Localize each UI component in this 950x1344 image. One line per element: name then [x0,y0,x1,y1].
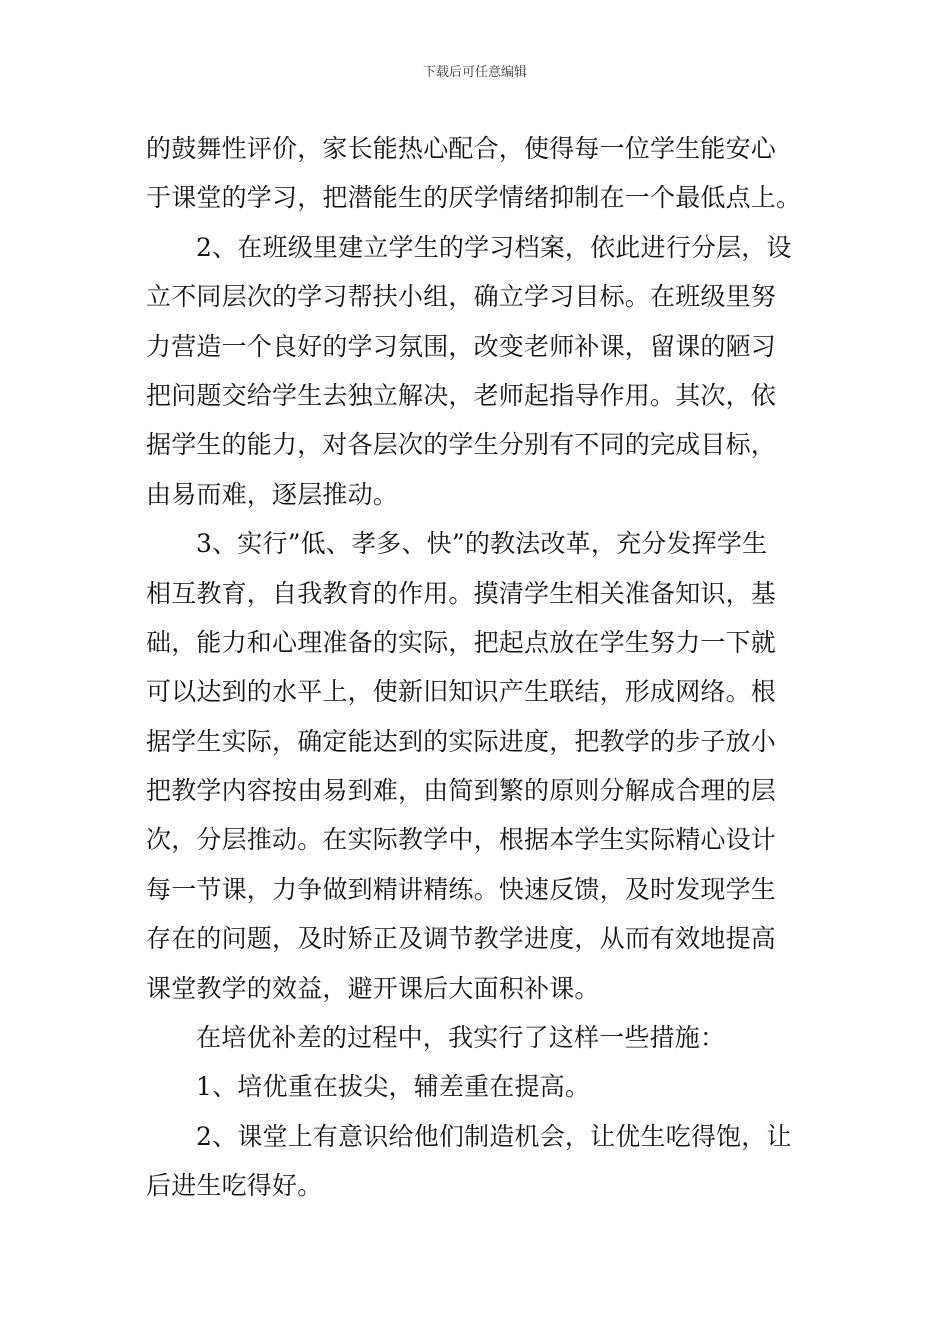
text-line: 可以达到的水平上，使新旧知识产生联结，形成网络。根 [146,677,777,707]
text-line: 相互教育，自我教育的作用。摸清学生相关准备知识，基 [146,578,777,608]
page-header: 下载后可任意编辑 [422,65,527,80]
text-line: 立不同层次的学习帮扶小组，确立学习目标。在班级里努 [146,282,777,312]
text-line: 据学生实际，确定能达到的实际进度，把教学的步子放小 [146,726,777,756]
paragraph-start-line: 1、培优重在拔尖，辅差重在提高。 [196,1072,591,1102]
text-line: 据学生的能力，对各层次的学生分别有不同的完成目标， [146,430,777,460]
paragraph-start-line: 在培优补差的过程中，我实行了这样一些措施： [196,1023,726,1053]
text-line: 次，分层推动。在实际教学中，根据本学生实际精心设计 [146,825,777,855]
text-line: 后进生吃得好。 [146,1171,323,1201]
text-line: 每一节课，力争做到精讲精练。快速反馈，及时发现学生 [146,874,777,904]
text-line: 力营造一个良好的学习氛围，改变老师补课，留课的陋习 [146,331,777,361]
text-line: 课堂教学的效益，避开课后大面积补课。 [146,973,600,1003]
paragraph-start-line: 2、在班级里建立学生的学习档案，依此进行分层，设 [196,232,792,262]
text-line: 存在的问题，及时矫正及调节教学进度，从而有效地提高 [146,924,777,954]
text-line: 由易而难，逐层推动。 [146,479,399,509]
text-line: 础，能力和心理准备的实际，把起点放在学生努力一下就 [146,627,777,657]
document-body [146,124,808,1211]
text-line: 于课堂的学习，把潜能生的厌学情绪抑制在一个最低点上。 [146,183,802,213]
paragraph-start-line: 2、课堂上有意识给他们制造机会，让优生吃得饱，让 [196,1121,792,1151]
text-line: 把教学内容按由易到难，由简到繁的原则分解成合理的层 [146,776,777,806]
text-line: 的鼓舞性评价，家长能热心配合，使得每一位学生能安心 [146,134,777,163]
text-line: 把问题交给学生去独立解决，老师起指导作用。其次，依 [146,380,777,410]
paragraph-start-line: 3、实行”低、孝多、快”的教法改革，充分发挥学生 [196,529,768,559]
